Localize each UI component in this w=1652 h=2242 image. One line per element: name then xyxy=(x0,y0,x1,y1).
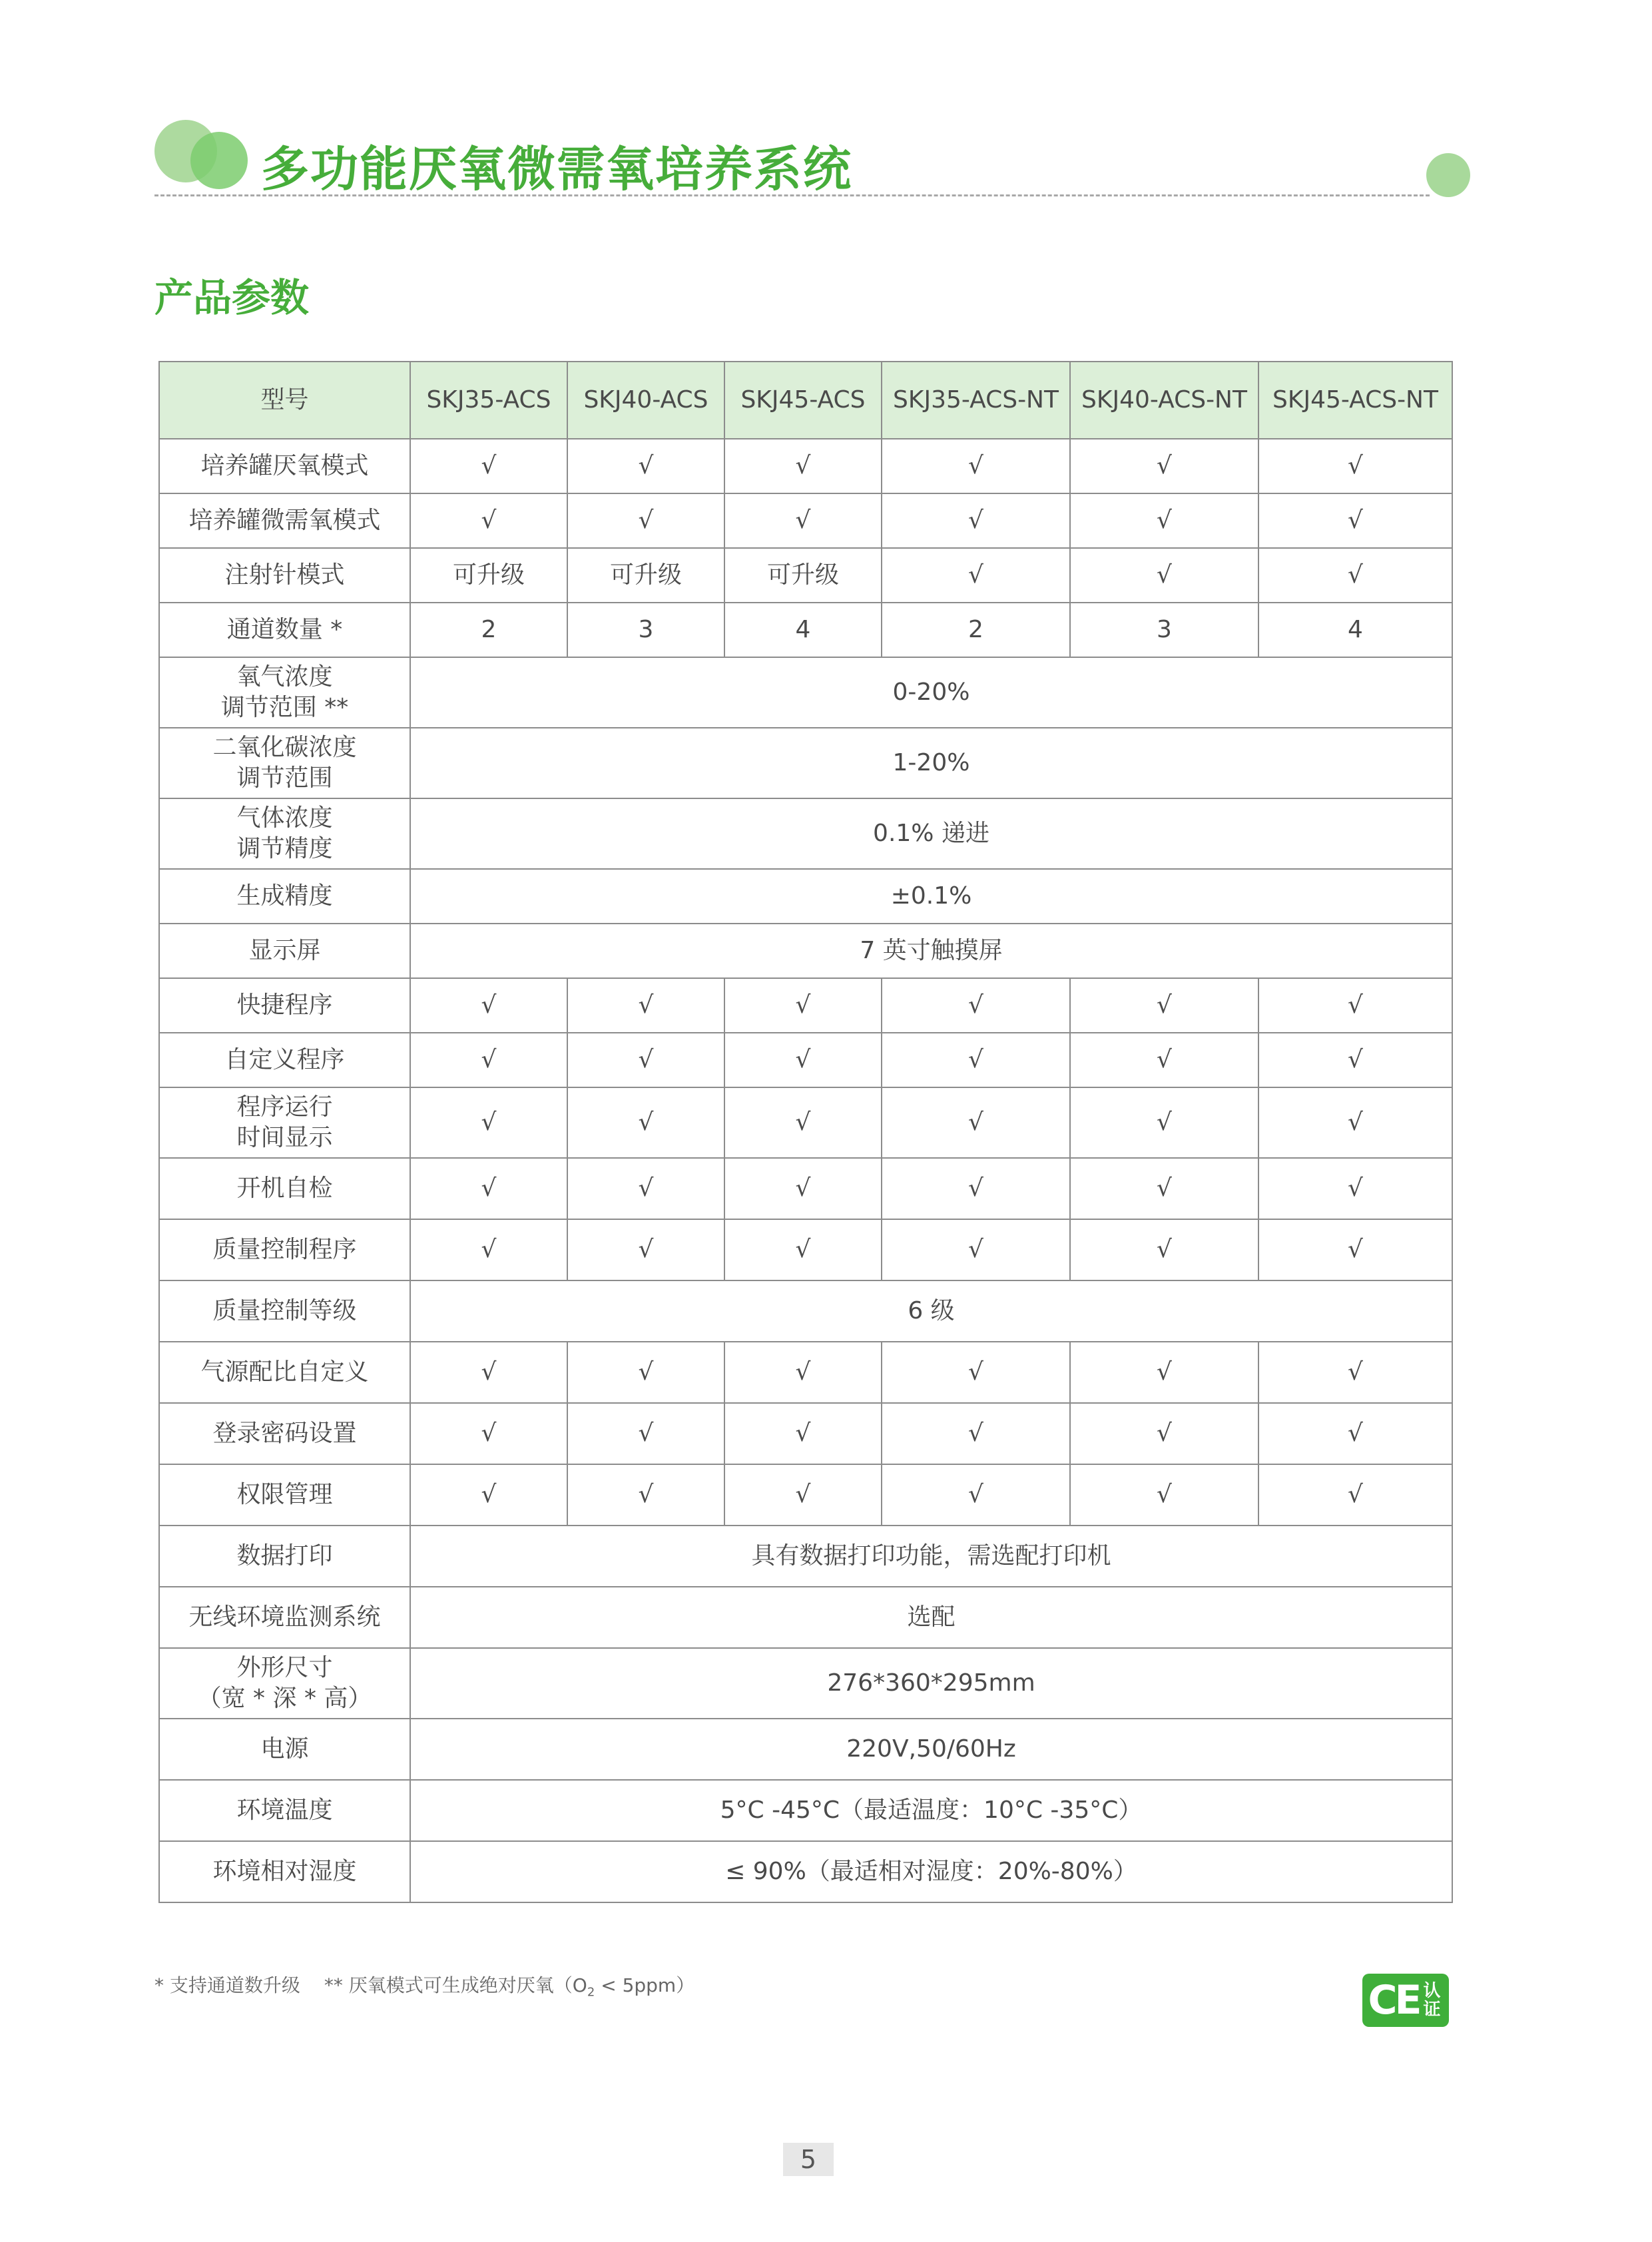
page-title: 多功能厌氧微需氧培养系统 xyxy=(261,141,853,197)
table-cell: √ xyxy=(724,493,882,548)
footnote xyxy=(154,1971,694,2000)
row-label-line: 氧气浓度 xyxy=(236,663,333,691)
table-row xyxy=(159,1280,1452,1342)
table-row xyxy=(159,1780,1452,1841)
table-cell: √ xyxy=(1070,1342,1258,1403)
table-merged-cell: 5°C -45°C（最适温度：10°C -35°C） xyxy=(410,1780,1452,1841)
table-cell: √ xyxy=(1070,1087,1258,1158)
table-row xyxy=(159,439,1452,493)
table-row xyxy=(159,493,1452,548)
row-label-line: 气体浓度 xyxy=(236,804,333,832)
table-cell: √ xyxy=(567,978,724,1033)
table-cell: √ xyxy=(882,1464,1070,1526)
row-label-line: 程序运行 xyxy=(236,1093,333,1121)
table-row xyxy=(159,1587,1452,1648)
table-row xyxy=(159,798,1452,869)
section-title: 产品参数 xyxy=(154,275,310,320)
table-row xyxy=(159,657,1452,728)
table-cell: √ xyxy=(410,1033,567,1087)
table-cell: 3 xyxy=(1070,603,1258,657)
table-cell: √ xyxy=(1258,1033,1452,1087)
table-row xyxy=(159,548,1452,603)
table-merged-cell: 6 级 xyxy=(410,1280,1452,1342)
header-cell-model: SKJ45-ACS-NT xyxy=(1258,362,1452,439)
table-cell: √ xyxy=(882,439,1070,493)
table-cell: √ xyxy=(1070,548,1258,603)
table-cell: √ xyxy=(724,1087,882,1158)
table-cell: √ xyxy=(1258,1403,1452,1464)
row-label: 显示屏 xyxy=(159,924,410,978)
table-cell: √ xyxy=(567,1342,724,1403)
table-merged-cell: 1-20% xyxy=(410,728,1452,798)
footnote-anaerobic-prefix: ** 厌氧模式可生成绝对厌氧（O xyxy=(324,1974,587,1996)
row-label-line: （宽 * 深 * 高） xyxy=(197,1685,372,1712)
row-label xyxy=(159,657,410,728)
decor-circle-right xyxy=(1426,153,1470,197)
header-cell-model: SKJ35-ACS xyxy=(410,362,567,439)
table-row xyxy=(159,1719,1452,1780)
table-cell: √ xyxy=(882,1033,1070,1087)
row-label: 生成精度 xyxy=(159,869,410,924)
table-cell: √ xyxy=(724,1342,882,1403)
table-row xyxy=(159,603,1452,657)
row-label-line: 二氧化碳浓度 xyxy=(212,734,357,761)
table-cell: 可升级 xyxy=(410,548,567,603)
table-cell: √ xyxy=(567,439,724,493)
page-number: 5 xyxy=(783,2143,834,2176)
table-cell: √ xyxy=(1258,978,1452,1033)
row-label-line: 时间显示 xyxy=(236,1124,333,1151)
table-header-row xyxy=(159,362,1452,439)
table-cell: √ xyxy=(567,1158,724,1219)
header-cell-model: SKJ40-ACS xyxy=(567,362,724,439)
table-cell: 2 xyxy=(882,603,1070,657)
header-cell-model-label: 型号 xyxy=(159,362,410,439)
table-row xyxy=(159,1526,1452,1587)
table-cell: √ xyxy=(724,1033,882,1087)
ce-certification-badge xyxy=(1362,1974,1449,2027)
table-cell: √ xyxy=(882,548,1070,603)
table-cell: √ xyxy=(410,1403,567,1464)
table-cell: √ xyxy=(1070,439,1258,493)
decor-circle-left-dark xyxy=(190,132,248,189)
table-cell: √ xyxy=(882,1342,1070,1403)
table-merged-cell: 7 英寸触摸屏 xyxy=(410,924,1452,978)
table-row xyxy=(159,1219,1452,1280)
table-cell: √ xyxy=(567,1033,724,1087)
table-row xyxy=(159,1464,1452,1526)
table-row xyxy=(159,1087,1452,1158)
table-cell: √ xyxy=(882,1219,1070,1280)
table-cell: √ xyxy=(1070,978,1258,1033)
table-merged-cell: 276*360*295mm xyxy=(410,1648,1452,1719)
header-cell-model: SKJ45-ACS xyxy=(724,362,882,439)
header-cell-model: SKJ40-ACS-NT xyxy=(1070,362,1258,439)
table-merged-cell: 具有数据打印功能，需选配打印机 xyxy=(410,1526,1452,1587)
table-merged-cell: ±0.1% xyxy=(410,869,1452,924)
table-cell: √ xyxy=(1258,548,1452,603)
spec-table xyxy=(158,361,1453,1903)
table-cell: 2 xyxy=(410,603,567,657)
table-merged-cell: 0-20% xyxy=(410,657,1452,728)
table-cell: 4 xyxy=(1258,603,1452,657)
row-label-line: 外形尺寸 xyxy=(236,1654,333,1681)
table-row xyxy=(159,728,1452,798)
row-label: 无线环境监测系统 xyxy=(159,1587,410,1648)
row-label: 培养罐微需氧模式 xyxy=(159,493,410,548)
table-cell: √ xyxy=(410,1342,567,1403)
table-cell: √ xyxy=(724,1219,882,1280)
row-label: 注射针模式 xyxy=(159,548,410,603)
table-cell: √ xyxy=(724,1158,882,1219)
certification-text: 认证 xyxy=(1423,1981,1441,2020)
table-row xyxy=(159,1158,1452,1219)
row-label: 权限管理 xyxy=(159,1464,410,1526)
table-cell: 可升级 xyxy=(724,548,882,603)
table-row xyxy=(159,1342,1452,1403)
table-cell: √ xyxy=(1070,1033,1258,1087)
table-cell: √ xyxy=(882,1158,1070,1219)
table-cell: √ xyxy=(724,978,882,1033)
ce-mark: CE xyxy=(1368,1977,1420,2024)
row-label: 环境相对湿度 xyxy=(159,1841,410,1902)
table-cell: √ xyxy=(1258,1219,1452,1280)
table-cell: √ xyxy=(1258,439,1452,493)
table-cell: √ xyxy=(1258,1342,1452,1403)
table-row xyxy=(159,1403,1452,1464)
table-cell: √ xyxy=(567,1464,724,1526)
row-label: 快捷程序 xyxy=(159,978,410,1033)
footnote-anaerobic-suffix: < 5ppm） xyxy=(595,1974,695,1996)
row-label: 登录密码设置 xyxy=(159,1403,410,1464)
row-label xyxy=(159,1648,410,1719)
table-cell: √ xyxy=(410,1464,567,1526)
table-cell: √ xyxy=(1070,1403,1258,1464)
row-label xyxy=(159,1087,410,1158)
row-label-line: 调节范围 xyxy=(236,764,333,792)
table-cell: √ xyxy=(410,493,567,548)
row-label: 电源 xyxy=(159,1719,410,1780)
table-cell: √ xyxy=(1258,1464,1452,1526)
table-merged-cell: 220V,50/60Hz xyxy=(410,1719,1452,1780)
table-row xyxy=(159,1648,1452,1719)
table-cell: √ xyxy=(1070,1464,1258,1526)
table-merged-cell: ≤ 90%（最适相对湿度：20%-80%） xyxy=(410,1841,1452,1902)
table-row xyxy=(159,1033,1452,1087)
table-row xyxy=(159,978,1452,1033)
row-label: 质量控制程序 xyxy=(159,1219,410,1280)
table-cell: √ xyxy=(567,1403,724,1464)
row-label xyxy=(159,728,410,798)
header-cell-model: SKJ35-ACS-NT xyxy=(882,362,1070,439)
table-cell: √ xyxy=(1258,1087,1452,1158)
table-cell: √ xyxy=(410,1087,567,1158)
table-cell: √ xyxy=(1258,1158,1452,1219)
table-cell: 3 xyxy=(567,603,724,657)
row-label: 气源配比自定义 xyxy=(159,1342,410,1403)
row-label: 自定义程序 xyxy=(159,1033,410,1087)
row-label: 开机自检 xyxy=(159,1158,410,1219)
table-cell: √ xyxy=(882,1403,1070,1464)
table-row xyxy=(159,924,1452,978)
table-cell: √ xyxy=(882,978,1070,1033)
table-cell: √ xyxy=(1070,1219,1258,1280)
table-cell: √ xyxy=(567,1087,724,1158)
table-cell: 4 xyxy=(724,603,882,657)
table-row xyxy=(159,1841,1452,1902)
table-cell: √ xyxy=(410,978,567,1033)
row-label xyxy=(159,798,410,869)
table-cell: √ xyxy=(410,439,567,493)
table-merged-cell: 0.1% 递进 xyxy=(410,798,1452,869)
row-label: 环境温度 xyxy=(159,1780,410,1841)
table-cell: √ xyxy=(1070,493,1258,548)
row-label: 质量控制等级 xyxy=(159,1280,410,1342)
table-cell: √ xyxy=(1070,1158,1258,1219)
row-label-line: 调节范围 ** xyxy=(220,694,349,721)
row-label: 通道数量 * xyxy=(159,603,410,657)
table-cell: √ xyxy=(410,1158,567,1219)
table-merged-cell: 选配 xyxy=(410,1587,1452,1648)
table-cell: √ xyxy=(882,1087,1070,1158)
table-cell: √ xyxy=(882,493,1070,548)
table-cell: √ xyxy=(724,439,882,493)
table-cell: √ xyxy=(1258,493,1452,548)
row-label: 培养罐厌氧模式 xyxy=(159,439,410,493)
table-cell: √ xyxy=(567,1219,724,1280)
table-cell: √ xyxy=(724,1464,882,1526)
footnote-o2-subscript: 2 xyxy=(587,1985,595,2000)
table-row xyxy=(159,869,1452,924)
table-cell: √ xyxy=(410,1219,567,1280)
row-label: 数据打印 xyxy=(159,1526,410,1587)
table-cell: √ xyxy=(567,493,724,548)
table-cell: 可升级 xyxy=(567,548,724,603)
footnote-channel-upgrade: * 支持通道数升级 xyxy=(154,1974,300,1996)
row-label-line: 调节精度 xyxy=(236,835,333,862)
table-cell: √ xyxy=(724,1403,882,1464)
